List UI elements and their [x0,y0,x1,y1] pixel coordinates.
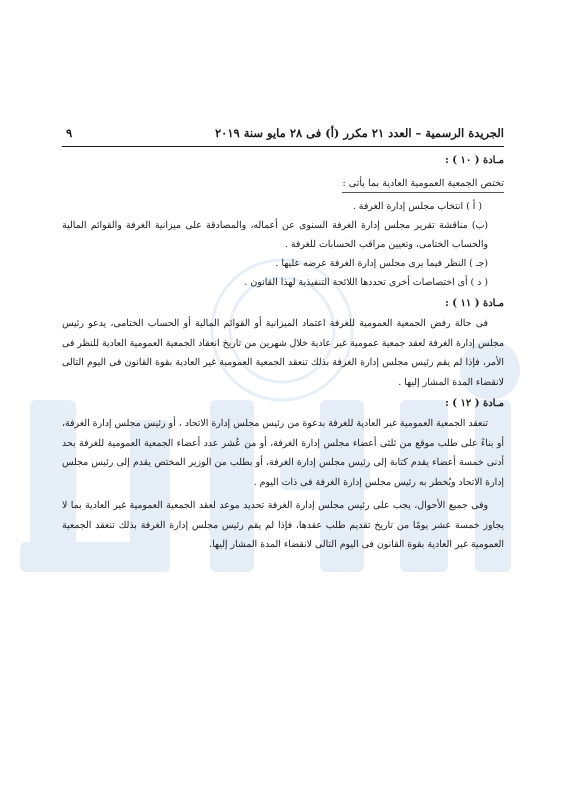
article-10-heading: مـادة ( ١٠ ) : [445,155,504,166]
article-12-heading: مـادة ( ١٢ ) : [445,398,504,409]
article-11-heading: مـادة ( ١١ ) : [445,298,504,309]
article-12-paragraph-1: تنعقد الجمعية العمومية غير العادية للغرفة بدعوة من رئيس مجلس إدارة الاتحاد ، أو رئيس مجلس إدارة الغرفة، أو بناءً على طلب موقع من ثلثى أعضاء مجلس إدارة الغرفة، أو من عُشر عدد أعضاء الجمعية العمومية للغرفة بحد أدنى خمسة أعضاء يقدم كتابة إلى رئيس مجلس إدارة الغرفة، أو بطلب من الوزير المختص يقدم إلى رئيس مجلس إدارة الاتحاد ويُخطر به رئيس مجلس إدارة الغرفة فى ذات اليوم . [62,418,504,488]
article-11-text: فى حالة رفض الجمعية العمومية للغرفة اعتماد الميزانية أو القوائم المالية أو الحساب الختامى، يدعو رئيس مجلس إدارة الغرفة لعقد جمعية عمومية غير عادية خلال شهرين من تاريخ انعقاد الجمعية العمومية العادية للنظر فى الأمر، فإذا لم يقم رئيس مجلس إدارة الغرفة بذلك تنعقد الجمعية العمومية غير العادية بقوة القانون فى اليوم التالى لانقضاء المدة المشار إليها . [62,318,504,388]
gazette-header [62,126,504,147]
page-number: ٩ [66,126,73,140]
document-page [62,126,504,555]
article-12-paragraph-2: وفى جميع الأحوال، يجب على رئيس مجلس إدارة الغرفة تحديد موعد لعقد الجمعية العمومية غير العادية بما لا يجاوز خمسة عشر يومًا من تاريخ تقديم طلب عقدها، فإذا لم يقم رئيس مجلس إدارة الغرفة بذلك تنعقد الجمعية العمومية غير العادية بقوة القانون فى اليوم التالى لانقضاء المدة المشار إليها. [62,500,504,550]
article-10-item-c: (جـ ) النظر فيما يرى مجلس إدارة الغرفة عرضه عليها . [275,258,488,269]
header-title: الجريدة الرسمية – العدد ٢١ مكرر (أ) فى ٢٨ مايو سنة ٢٠١٩ [215,126,504,140]
article-10-intro: تختص الجمعية العمومية العادية بما يأتى : [342,178,504,193]
article-10-item-a: ( أ ) انتخاب مجلس إدارة الغرفة . [352,201,482,212]
article-10-item-b: (ب) مناقشة تقرير مجلس إدارة الغرفة السنوى عن أعماله، والمصادقة على ميزانية الغرفة والقوائم المالية والحساب الختامى، وتعيين مراقب الحسابات للغرفة . [62,220,488,250]
article-10-item-d: ( د ) أى اختصاصات أخرى تحددها اللائحة التنفيذية لهذا القانون . [244,277,488,288]
